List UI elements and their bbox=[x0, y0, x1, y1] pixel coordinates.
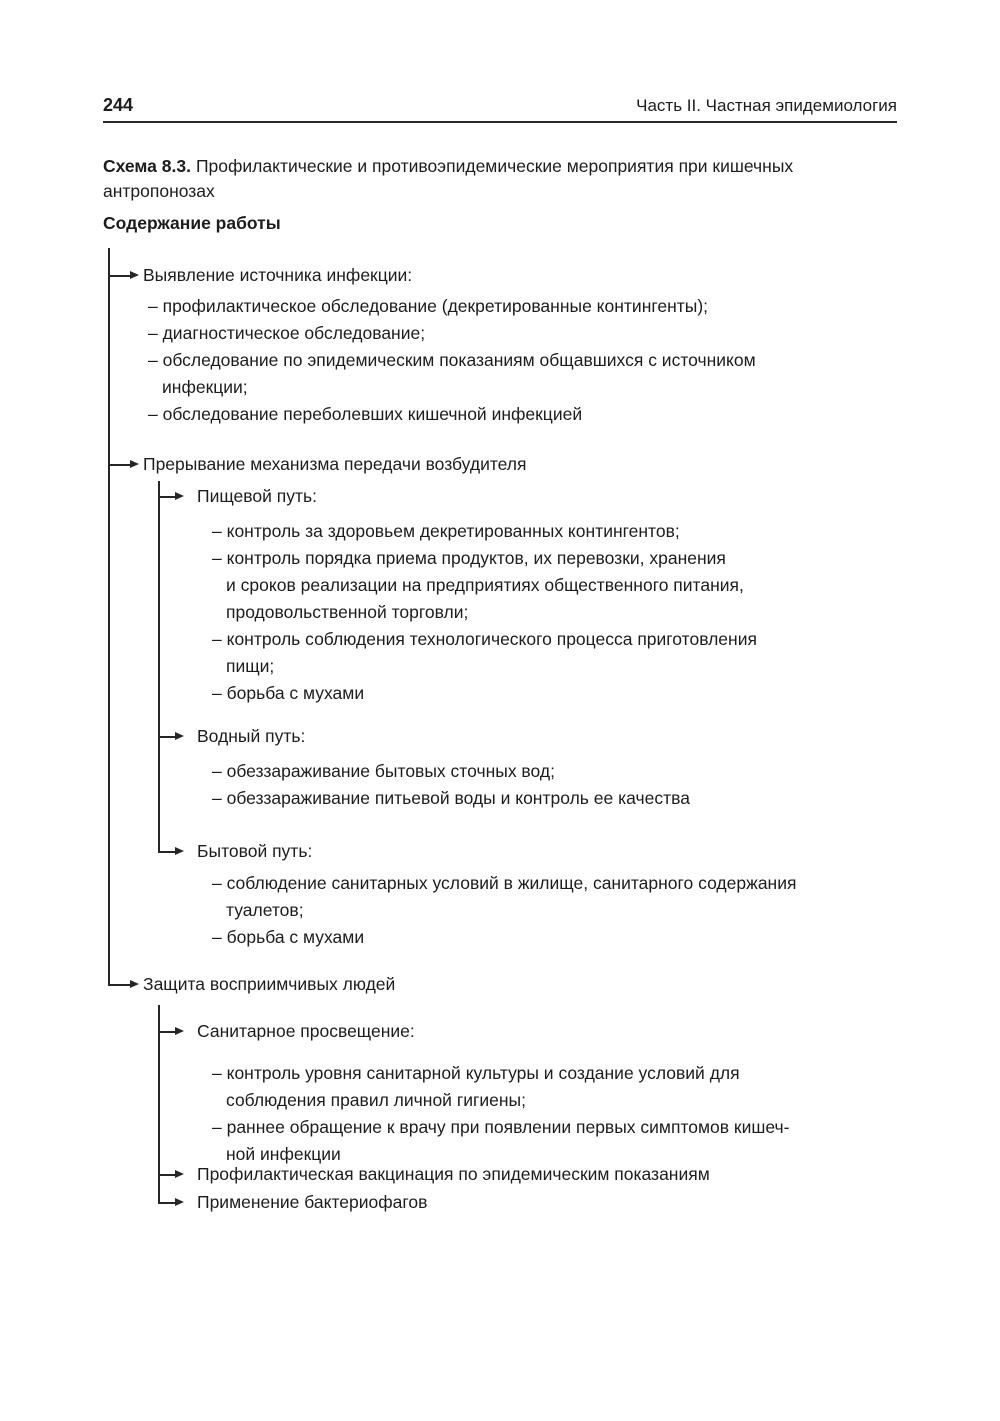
branch-line bbox=[158, 1174, 176, 1176]
branch-line bbox=[108, 275, 131, 277]
list-item-line: – соблюдение санитарных условий в жилище, санитарного содержания bbox=[212, 873, 797, 893]
list-item-line: – диагностическое обследование; bbox=[148, 323, 426, 343]
header-rule bbox=[103, 121, 897, 123]
chapter-title: Часть II. Частная эпидемиология bbox=[636, 96, 897, 115]
list-item-line: и сроков реализации на предприятиях общественного питания, bbox=[226, 575, 744, 595]
list-item-line: – профилактическое обследование (декретированные контингенты); bbox=[148, 296, 709, 316]
branch-line bbox=[108, 984, 131, 986]
tree-node-transmission-interruption: Прерывание механизма передачи возбудителя bbox=[143, 454, 527, 474]
list-item-line: продовольственной торговли; bbox=[226, 602, 469, 622]
tree-node-health-education: Санитарное просвещение: bbox=[197, 1021, 415, 1041]
tree-node-food-route: Пищевой путь: bbox=[197, 486, 317, 506]
arrow-right-icon bbox=[175, 492, 184, 500]
tree-node-bacteriophages: Применение бактериофагов bbox=[197, 1192, 428, 1212]
list-item-line: – контроль за здоровьем декретированных контингентов; bbox=[212, 521, 680, 541]
list-item-line: пищи; bbox=[226, 656, 275, 676]
list-item-line: – контроль порядка приема продуктов, их перевозки, хранения bbox=[212, 548, 726, 568]
arrow-right-icon bbox=[175, 1027, 184, 1035]
arrow-right-icon bbox=[175, 732, 184, 740]
list-item-line: – контроль уровня санитарной культуры и создание условий для bbox=[212, 1063, 740, 1083]
list-item-line: – обеззараживание бытовых сточных вод; bbox=[212, 761, 555, 781]
tree-node-vaccination: Профилактическая вакцинация по эпидемическим показаниям bbox=[197, 1164, 710, 1184]
list-item-line: инфекции; bbox=[162, 377, 248, 397]
list-item-line: – обследование по эпидемическим показаниям общавшихся с источником bbox=[148, 350, 756, 370]
arrow-right-icon bbox=[175, 847, 184, 855]
list-item-line: – обследование переболевших кишечной инфекцией bbox=[148, 404, 583, 424]
branch-line bbox=[158, 1031, 176, 1033]
item-list-water-route bbox=[212, 758, 690, 812]
branch-line bbox=[108, 464, 131, 466]
scheme-title: Профилактические и противоэпидемические мероприятия при кишечных bbox=[195, 156, 794, 176]
work-content-heading: Содержание работы bbox=[103, 213, 281, 233]
arrow-right-icon bbox=[175, 1170, 184, 1178]
list-item-line: – раннее обращение к врачу при появлении первых симптомов кишеч- bbox=[212, 1117, 790, 1137]
tree-node-susceptible-protection: Защита восприимчивых людей bbox=[143, 974, 396, 994]
list-item-line: – борьба с мухами bbox=[212, 683, 365, 703]
tree-trunk-transmission bbox=[158, 481, 160, 853]
arrow-right-icon bbox=[175, 1198, 184, 1206]
page-number: 244 bbox=[103, 95, 134, 115]
scheme-caption-line1 bbox=[103, 154, 793, 179]
scheme-caption bbox=[103, 154, 793, 204]
list-item-line: – борьба с мухами bbox=[212, 927, 365, 947]
arrow-right-icon bbox=[130, 460, 139, 468]
branch-line bbox=[158, 736, 176, 738]
list-item-line: туалетов; bbox=[226, 900, 304, 920]
item-list-household-route bbox=[212, 870, 796, 951]
branch-line bbox=[158, 1202, 176, 1204]
tree-node-water-route: Водный путь: bbox=[197, 726, 306, 746]
list-item-line: – контроль соблюдения технологического процесса приготовления bbox=[212, 629, 757, 649]
arrow-right-icon bbox=[130, 271, 139, 279]
branch-line bbox=[158, 851, 176, 853]
scheme-title-line2: антропонозах bbox=[103, 181, 215, 201]
list-item-line: – обеззараживание питьевой воды и контроль ее качества bbox=[212, 788, 690, 808]
list-item-line: ной инфекции bbox=[226, 1144, 341, 1164]
item-list-health-education bbox=[212, 1060, 789, 1168]
scheme-label: Схема 8.3. bbox=[103, 156, 191, 176]
arrow-right-icon bbox=[130, 980, 139, 988]
tree-node-source-detection: Выявление источника инфекции: bbox=[143, 265, 413, 285]
item-list-source-detection bbox=[148, 293, 756, 428]
tree-trunk-main bbox=[108, 248, 110, 986]
branch-line bbox=[158, 496, 176, 498]
list-item-line: соблюдения правил личной гигиены; bbox=[226, 1090, 526, 1110]
item-list-food-route bbox=[212, 518, 757, 707]
tree-node-household-route: Бытовой путь: bbox=[197, 841, 313, 861]
